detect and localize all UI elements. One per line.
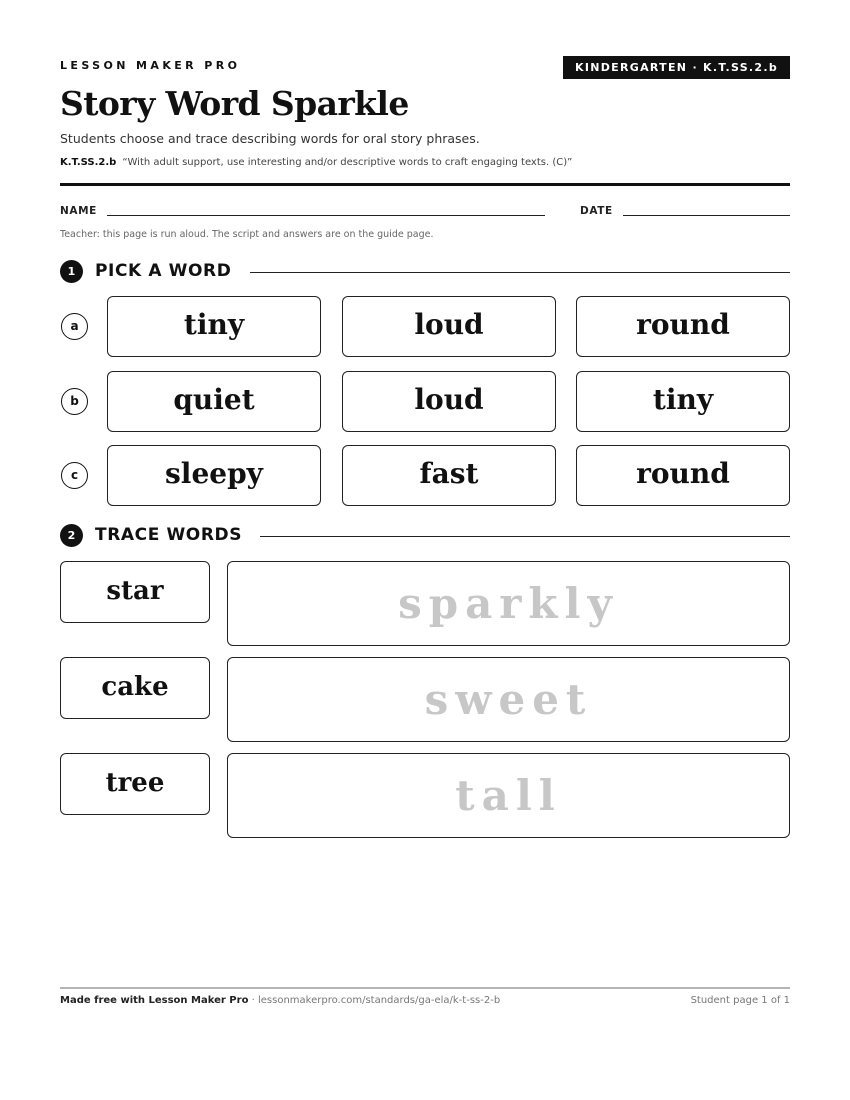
page-subtitle: Students choose and trace describing words for oral story phrases.	[60, 131, 480, 146]
word-choice-a-1[interactable]: tiny	[107, 296, 321, 357]
noun-card-star: star	[60, 561, 210, 623]
section-rule	[250, 272, 790, 273]
section-rule	[260, 536, 790, 537]
trace-box-2[interactable]	[227, 657, 790, 742]
trace-box-1[interactable]	[227, 561, 790, 646]
trace-word-1: sparkly	[398, 579, 619, 628]
section-number-badge: 2	[60, 524, 83, 547]
trace-box-3[interactable]	[227, 753, 790, 838]
word-choice-a-3[interactable]: round	[576, 296, 790, 357]
word-choice-b-2[interactable]: loud	[342, 371, 556, 432]
section-trace-words-heading	[60, 524, 790, 548]
date-field[interactable]	[623, 215, 790, 216]
word-choice-c-2[interactable]: fast	[342, 445, 556, 506]
noun-card-cake: cake	[60, 657, 210, 719]
standard-line	[60, 157, 572, 168]
row-letter-c: c	[61, 462, 88, 489]
header-divider	[60, 183, 790, 186]
section-title: PICK A WORD	[95, 261, 243, 281]
trace-word-3: tall	[455, 771, 562, 820]
section-title: TRACE WORDS	[95, 525, 254, 545]
footer-url[interactable]: lessonmakerpro.com/standards/ga-ela/k-t-ss-2-b	[257, 995, 501, 1006]
section-number-badge: 1	[60, 260, 83, 283]
word-choice-a-2[interactable]: loud	[342, 296, 556, 357]
name-label: NAME	[60, 205, 97, 217]
footer-page-number: Student page 1 of 1	[690, 995, 790, 1006]
date-label: DATE	[580, 205, 613, 217]
word-choice-b-1[interactable]: quiet	[107, 371, 321, 432]
word-choice-b-3[interactable]: tiny	[576, 371, 790, 432]
footer-credit	[60, 995, 500, 1006]
name-field[interactable]	[107, 215, 545, 216]
teacher-note: Teacher: this page is run aloud. The script and answers are on the guide page.	[60, 229, 434, 240]
noun-card-tree: tree	[60, 753, 210, 815]
footer-divider	[60, 987, 790, 989]
word-choice-c-3[interactable]: round	[576, 445, 790, 506]
section-pick-a-word-heading	[60, 260, 790, 284]
grade-badge: KINDERGARTEN · K.T.SS.2.b	[563, 56, 790, 79]
standard-code: K.T.SS.2.b	[60, 157, 117, 168]
footer-separator: ·	[248, 995, 258, 1006]
word-choice-c-1[interactable]: sleepy	[107, 445, 321, 506]
footer-made-with: Made free with Lesson Maker Pro	[60, 995, 249, 1006]
page-title: Story Word Sparkle	[60, 84, 409, 123]
trace-word-2: sweet	[424, 675, 593, 724]
page-header	[60, 56, 790, 80]
row-letter-b: b	[61, 388, 88, 415]
row-letter-a: a	[61, 313, 88, 340]
brand-name: LESSON MAKER PRO	[60, 59, 241, 72]
standard-text: “With adult support, use interesting and/or descriptive words to craft engaging texts. (C)”	[122, 157, 573, 168]
